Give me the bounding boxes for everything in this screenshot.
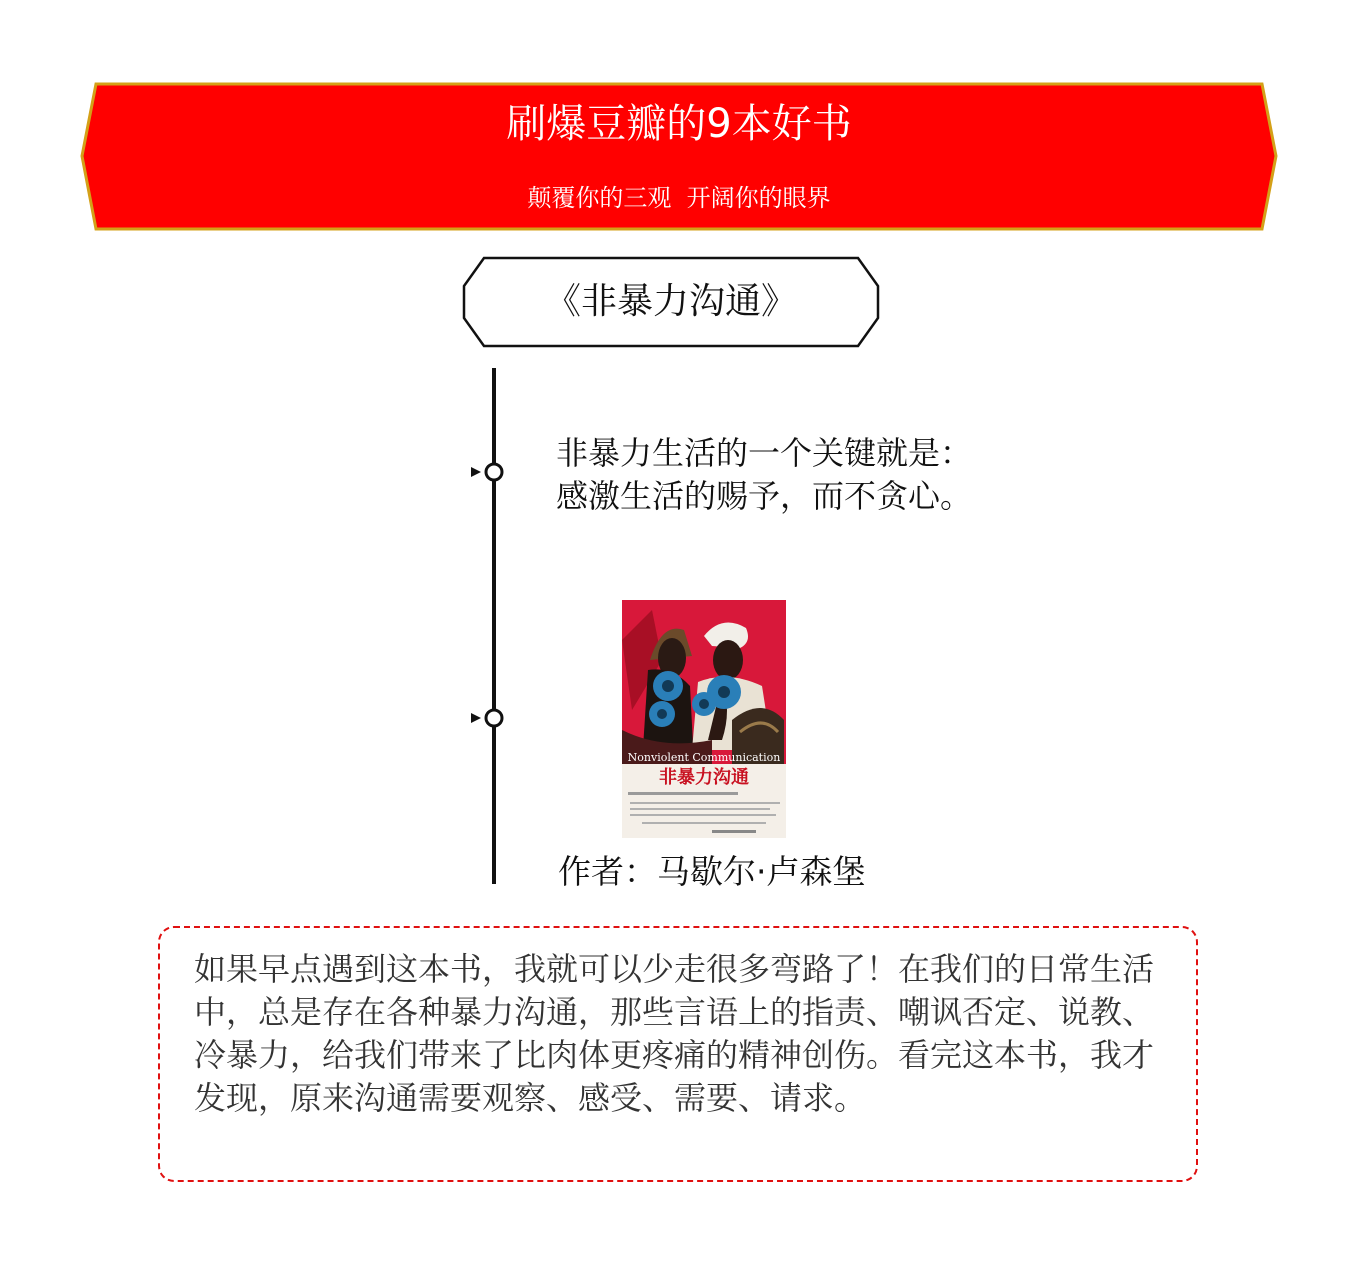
cover-chinese-title: 非暴力沟通: [659, 767, 749, 788]
quote-line-2: 感激生活的赐予，而不贪心。: [556, 477, 973, 515]
page-subtitle: 颠覆你的三观 开阔你的眼界: [527, 184, 831, 212]
book-author: 作者：马歇尔·卢森堡: [558, 852, 866, 891]
book-title: 《非暴力沟通》: [544, 281, 797, 322]
review-text: 如果早点遇到这本书，我就可以少走很多弯路了！在我们的日常生活中，总是存在各种暴力沟通，那些言语上的指责、嘲讽否定、说教、冷暴力，给我们带来了比肉体更疼痛的精神创伤。看完这本书，我才发现，原来沟通需要观察、感受、需要、请求。: [194, 950, 1155, 1117]
book-cover-image: [622, 600, 786, 838]
cover-english-title: Nonviolent Communication: [627, 751, 781, 764]
page-title: 刷爆豆瓣的9本好书: [506, 101, 852, 147]
quote-line-1: 非暴力生活的一个关键就是：: [556, 434, 973, 472]
book-cover-art: [622, 600, 786, 838]
timeline-node-cover: [471, 710, 502, 726]
book-quote: [556, 432, 1056, 518]
review-box: [158, 926, 1198, 1182]
timeline-node-quote: [471, 464, 502, 480]
